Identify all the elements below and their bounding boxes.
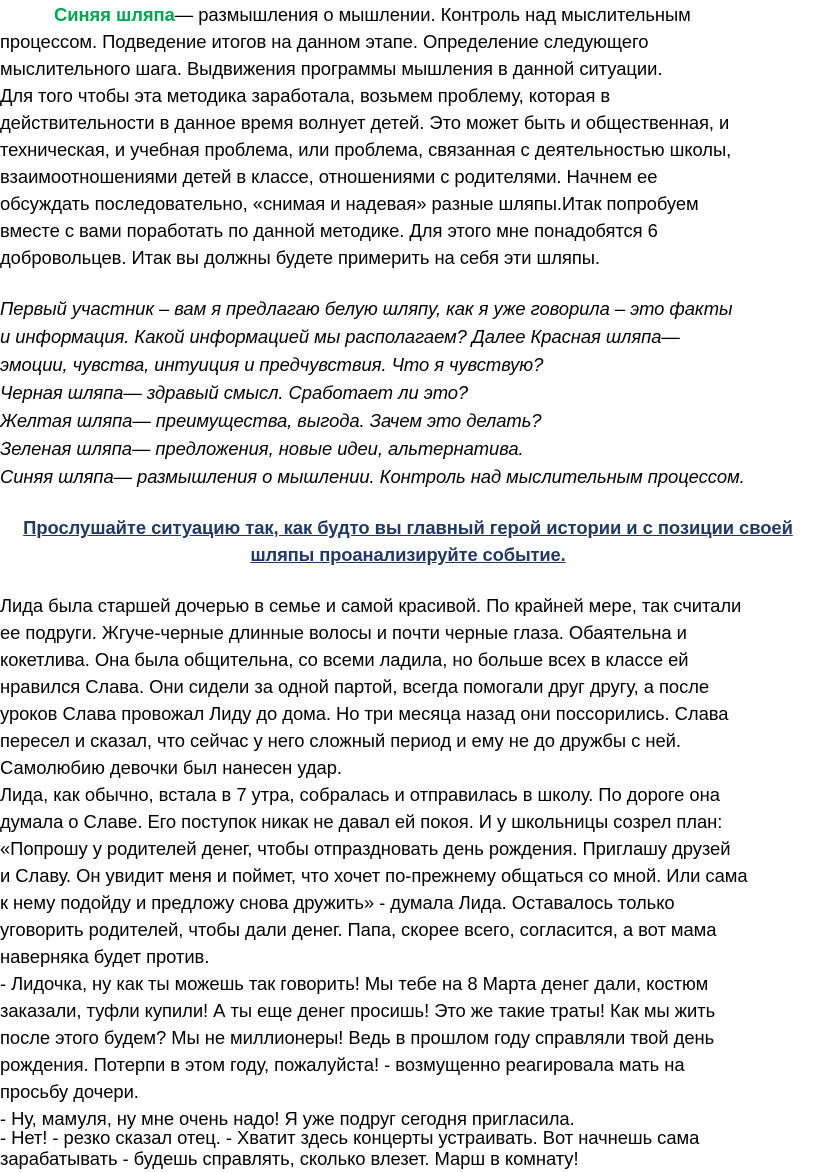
intro-label-blue-hat: Синяя шляпа — [54, 4, 175, 25]
story-line-1: Лида была старшей дочерью в семье и самой красивой. По крайней мере, так считали — [0, 595, 742, 616]
hats-line-4: Черная шляпа— здравый смысл. Сработает ли это? — [0, 382, 469, 403]
story-line-2: ее подруги. Жгуче-черные длинные волосы и почти черные глаза. Обаятельна и — [0, 622, 687, 643]
intro-line-5: действительности в данное время волнует детей. Это может быть и общественная, и — [0, 112, 730, 133]
hats-line-2: и информация. Какой информацией мы располагаем? Далее Красная шляпа— — [0, 326, 680, 347]
story-line-9: думала о Славе. Его поступок никак не давал ей покоя. И у школьницы созрел план: — [0, 811, 723, 832]
section-heading-line-2: шляпы проанализируйте событие. — [250, 544, 566, 565]
hats-line-3: эмоции, чувства, интуиция и предчувствия. Что я чувствую? — [0, 354, 544, 375]
story-line-11: и Славу. Он увидит меня и поймет, что хочет по-прежнему общаться со мной. Или сама — [0, 865, 748, 886]
story-line-3: кокетлива. Она была общительна, со всеми ладила, но больше всех в классе ей — [0, 649, 689, 670]
story-line-18: рождения. Потерпи в этом году, пожалуйста! - возмущенно реагировала мать на — [0, 1054, 685, 1075]
hats-line-5: Желтая шляпа— преимущества, выгода. Зачем это делать? — [0, 410, 542, 431]
intro-line-3: мыслительного шага. Выдвижения программы мышления в данной ситуации. — [0, 58, 663, 79]
intro-line-1-text: — размышления о мышлении. Контроль над мыслительным — [174, 4, 691, 25]
intro-line-2: процессом. Подведение итогов на данном этапе. Определение следующего — [0, 31, 649, 52]
story-line-17: после этого будем? Мы не миллионеры! Ведь в прошлом году справляли твой день — [0, 1027, 715, 1048]
story-line-6: пересел и сказал, что сейчас у него сложный период и ему не до дружбы с ней. — [0, 730, 681, 751]
story-line-7: Самолюбию девочки был нанесен удар. — [0, 757, 342, 778]
story-line-5: уроков Слава провожал Лиду до дома. Но три месяца назад они поссорились. Слава — [0, 703, 729, 724]
story-line-12: к нему подойду и предложу снова дружить» - думала Лида. Оставалось только — [0, 892, 675, 913]
story-line-19: просьбу дочери. — [0, 1081, 139, 1102]
story-line-14: наверняка будет против. — [0, 946, 210, 967]
intro-line-9: вместе с вами поработать по данной методике. Для этого мне понадобятся 6 — [0, 220, 658, 241]
hats-line-1: Первый участник – вам я предлагаю белую шляпу, как я уже говорила – это факты — [0, 298, 733, 319]
story-line-20: - Ну, мамуля, ну мне очень надо! Я уже подруг сегодня пригласила. — [0, 1108, 575, 1129]
intro-line-10: добровольцев. Итак вы должны будете примерить на себя эти шляпы. — [0, 247, 600, 268]
intro-line-8: обсуждать последовательно, «снимая и надевая» разные шляпы.Итак попробуем — [0, 193, 699, 214]
story-line-21: - Нет! - резко сказал отец. - Хватит здесь концерты устраивать. Вот начнешь сама — [0, 1127, 700, 1148]
intro-line-6: техническая, и учебная проблема, или проблема, связанная с деятельностью школы, — [0, 139, 732, 160]
story-line-10: «Попрошу у родителей денег, чтобы отпраздновать день рождения. Приглашу друзей — [0, 838, 731, 859]
hats-line-6: Зеленая шляпа— предложения, новые идеи, альтернатива. — [0, 438, 524, 459]
story-line-13: уговорить родителей, чтобы дали денег. Папа, скорее всего, согласится, а вот мама — [0, 919, 717, 940]
story-line-16: заказали, туфли купили! А ты еще денег просишь! Это же такие траты! Как мы жить — [0, 1000, 716, 1021]
intro-line-7: взаимоотношениями детей в классе, отношениями с родителями. Начнем ее — [0, 166, 658, 187]
intro-line-4: Для того чтобы эта методика заработала, возьмем проблему, которая в — [0, 85, 611, 106]
story-line-4: нравился Слава. Они сидели за одной партой, всегда помогали друг другу, а после — [0, 676, 710, 697]
intro-line-1 — [0, 2, 691, 28]
hats-line-7: Синяя шляпа— размышления о мышлении. Контроль над мыслительным процессом. — [0, 466, 745, 487]
story-line-22: зарабатывать - будешь справлять, сколько влезет. Марш в комнату! — [0, 1148, 579, 1169]
section-heading-line-1: Прослушайте ситуацию так, как будто вы главный герой истории и с позиции своей — [23, 517, 793, 538]
story-line-8: Лида, как обычно, встала в 7 утра, собралась и отправилась в школу. По дороге она — [0, 784, 720, 805]
story-line-15: - Лидочка, ну как ты можешь так говорить! Мы тебе на 8 Марта денег дали, костюм — [0, 973, 709, 994]
